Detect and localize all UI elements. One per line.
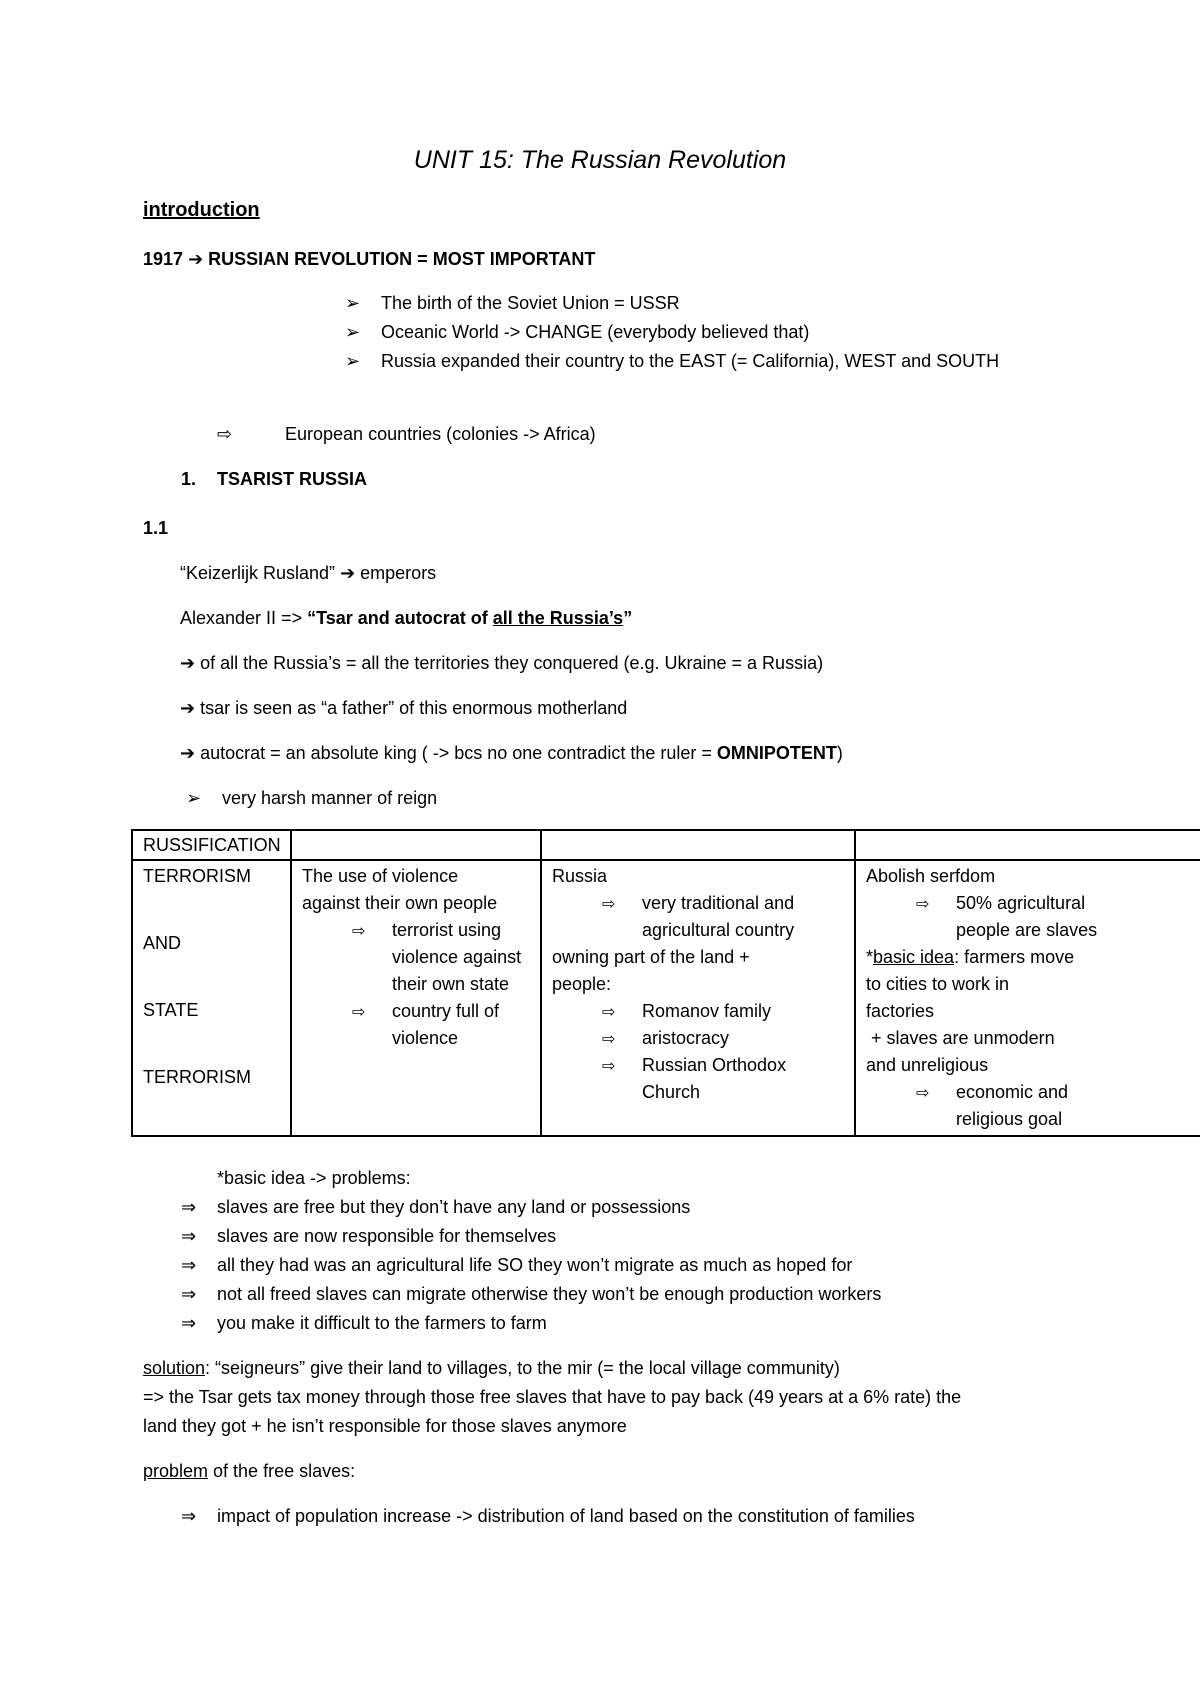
problem-label: problem <box>143 1461 209 1481</box>
cell-line: Church <box>642 1082 701 1102</box>
double-arrow-bullet-icon: ⇒ <box>181 1284 197 1305</box>
arrow-right-icon: ➔ <box>180 653 196 674</box>
basic-idea-rest: : farmers move <box>954 947 1075 967</box>
cell-line: STATE <box>143 1000 199 1020</box>
cell-line: AND <box>143 933 182 953</box>
cell-line: very traditional and <box>642 893 795 913</box>
cell-arrow-item <box>866 890 1196 944</box>
table-cell <box>291 860 541 1136</box>
cell-line: aristocracy <box>642 1028 730 1048</box>
arrowhead-bullet-icon: ➢ <box>186 788 202 809</box>
section-1-heading <box>181 469 367 490</box>
outline-arrow-icon: ⇨ <box>352 921 366 940</box>
cell-line: their own state <box>392 974 510 994</box>
cell-spacer <box>143 1024 280 1064</box>
basic-idea-underlined: basic idea <box>873 947 955 967</box>
cell-spacer <box>143 957 280 997</box>
russias-text: of all the Russia’s = all the territories they conquered (e.g. Ukraine = a Russia) <box>195 653 824 673</box>
autocrat-close: ) <box>836 743 843 763</box>
problem-heading-text: of the free slaves: <box>208 1461 356 1481</box>
alexander-text: Alexander II => <box>180 608 308 628</box>
bullet-text: Oceanic World -> CHANGE (everybody believed that) <box>381 322 810 342</box>
cell-line: factories <box>866 1001 935 1021</box>
russias-line <box>180 653 823 674</box>
quote-underlined-text: all the Russia’s <box>492 608 624 628</box>
year-text: 1917 <box>143 249 184 269</box>
father-line <box>180 698 627 719</box>
cell-line <box>866 944 1196 971</box>
bullet-text: Russia expanded their country to the EAST (= California), WEST and SOUTH <box>381 351 1000 371</box>
problem-item <box>181 1313 547 1334</box>
cell-arrow-item <box>302 917 530 998</box>
quote-text: “Tsar and autocrat of <box>307 608 493 628</box>
outline-arrow-line <box>217 424 596 445</box>
outline-arrow-icon: ⇨ <box>217 424 233 445</box>
emperors-text: emperors <box>355 563 437 583</box>
intro-bullet <box>345 293 680 314</box>
problem-text: slaves are now responsible for themselves <box>217 1226 557 1246</box>
introduction-heading: introduction <box>143 199 260 221</box>
intro-date-line <box>143 249 595 270</box>
section-title: TSARIST RUSSIA <box>217 469 368 489</box>
problem-item <box>181 1197 690 1218</box>
outline-arrow-icon: ⇨ <box>916 1083 930 1102</box>
cell-line: violence <box>392 1028 459 1048</box>
cell-line: agricultural country <box>642 920 795 940</box>
cell-line: Russian Orthodox <box>642 1055 787 1075</box>
section-number: 1. <box>181 469 197 489</box>
solution-line-1 <box>143 1358 840 1379</box>
cell-arrow-item <box>552 890 844 944</box>
alexander-line <box>180 608 632 629</box>
cell-spacer <box>143 890 280 930</box>
cell-arrow-item <box>302 998 530 1052</box>
table-cell <box>541 860 855 1136</box>
intro-bullet <box>345 322 809 343</box>
arrow-right-icon: ➔ <box>180 698 196 719</box>
cell-line: + slaves are unmodern <box>866 1028 1055 1048</box>
arrowhead-bullet-icon: ➢ <box>345 322 361 343</box>
problem-item <box>181 1226 556 1247</box>
autocrat-line <box>180 743 843 764</box>
problem-text: impact of population increase -> distribution of land based on the constitution of families <box>217 1506 915 1526</box>
harsh-line <box>186 788 437 809</box>
problem-item <box>181 1255 852 1276</box>
page-title: UNIT 15: The Russian Revolution <box>413 146 787 174</box>
cell-line: TERRORISM <box>143 1067 251 1087</box>
table-cell <box>132 860 291 1136</box>
solution-text: : “seigneurs” give their land to villages, to the mir (= the local village community) <box>205 1358 840 1378</box>
table-cell <box>855 860 1200 1136</box>
cell-arrow-item <box>552 1052 844 1106</box>
subsection-number: 1.1 <box>143 518 169 538</box>
table-row <box>132 860 1200 1136</box>
cell-arrow-item <box>552 998 844 1025</box>
solution-line-3: land they got + he isn’t responsible for those slaves anymore <box>143 1416 627 1436</box>
arrowhead-bullet-icon: ➢ <box>345 293 361 314</box>
autocrat-text: autocrat = an absolute king ( -> bcs no one contradict the ruler = <box>195 743 717 763</box>
problem-text: you make it difficult to the farmers to farm <box>217 1313 547 1333</box>
problem-text: all they had was an agricultural life SO they won’t migrate as much as hoped for <box>217 1255 853 1275</box>
arrow-right-icon: ➔ <box>180 743 196 764</box>
problem-item <box>181 1284 881 1305</box>
asterisk: * <box>866 947 874 967</box>
outline-arrow-icon: ⇨ <box>602 1029 616 1048</box>
cell-line: 50% agricultural <box>956 893 1086 913</box>
cell-arrow-item <box>866 1079 1196 1133</box>
cell-line: against their own people <box>302 893 498 913</box>
cell-line: Romanov family <box>642 1001 772 1021</box>
table-cell <box>855 830 1200 860</box>
outline-arrow-icon: ⇨ <box>352 1002 366 1021</box>
cell-line: country full of <box>392 1001 500 1021</box>
double-arrow-bullet-icon: ⇒ <box>181 1197 197 1218</box>
double-arrow-bullet-icon: ⇒ <box>181 1255 197 1276</box>
outline-arrow-icon: ⇨ <box>602 894 616 913</box>
double-arrow-bullet-icon: ⇒ <box>181 1313 197 1334</box>
table-header-row <box>132 830 1200 860</box>
double-arrow-bullet-icon: ⇒ <box>181 1506 197 1527</box>
outline-arrow-icon: ⇨ <box>602 1002 616 1021</box>
arrowhead-bullet-icon: ➢ <box>345 351 361 372</box>
cell-arrow-item <box>552 1025 844 1052</box>
cell-line: economic and <box>956 1082 1069 1102</box>
problems-intro: *basic idea -> problems: <box>217 1168 411 1188</box>
cell-line: religious goal <box>956 1109 1063 1129</box>
table-cell <box>291 830 541 860</box>
keizerlijk-text: “Keizerlijk Rusland” <box>180 563 341 583</box>
revolution-headline: RUSSIAN REVOLUTION = MOST IMPORTANT <box>208 249 596 269</box>
cell-line: people are slaves <box>956 920 1098 940</box>
cell-line: terrorist using <box>392 920 502 940</box>
solution-label: solution <box>143 1358 206 1378</box>
intro-bullet <box>345 351 999 372</box>
cell-line: people: <box>552 974 612 994</box>
problem-text: slaves are free but they don’t have any land or possessions <box>217 1197 691 1217</box>
table-cell <box>541 830 855 860</box>
double-arrow-bullet-icon: ⇒ <box>181 1226 197 1247</box>
problem-item <box>181 1506 915 1527</box>
cell-line: violence against <box>392 947 522 967</box>
problem-text: not all freed slaves can migrate otherwise they won’t be enough production workers <box>217 1284 882 1304</box>
russification-table <box>131 829 1200 1137</box>
cell-line: The use of violence <box>302 866 459 886</box>
arrow-right-icon: ➔ <box>340 563 356 584</box>
omnipotent-text: OMNIPOTENT <box>716 743 837 763</box>
cell-line: owning part of the land + <box>552 947 750 967</box>
cell-line: Abolish serfdom <box>866 866 996 886</box>
solution-line-2: => the Tsar gets tax money through those free slaves that have to pay back (49 years at a 6% rate) the <box>143 1387 962 1407</box>
table-cell: RUSSIFICATION <box>132 830 291 860</box>
cell-line: and unreligious <box>866 1055 989 1075</box>
cell-line: TERRORISM <box>143 866 251 886</box>
cell-line: to cities to work in <box>866 974 1010 994</box>
harsh-text: very harsh manner of reign <box>222 788 438 808</box>
outline-arrow-icon: ⇨ <box>602 1056 616 1075</box>
father-text: tsar is seen as “a father” of this enormous motherland <box>195 698 628 718</box>
cell-line: Russia <box>552 866 608 886</box>
outline-arrow-icon: ⇨ <box>916 894 930 913</box>
outline-text: European countries (colonies -> Africa) <box>285 424 596 444</box>
bullet-text: The birth of the Soviet Union = USSR <box>381 293 680 313</box>
arrow-right-icon: ➔ <box>188 249 204 270</box>
quote-close: ” <box>623 608 633 628</box>
keizerlijk-line <box>180 563 436 584</box>
problem-heading-line <box>143 1461 355 1482</box>
